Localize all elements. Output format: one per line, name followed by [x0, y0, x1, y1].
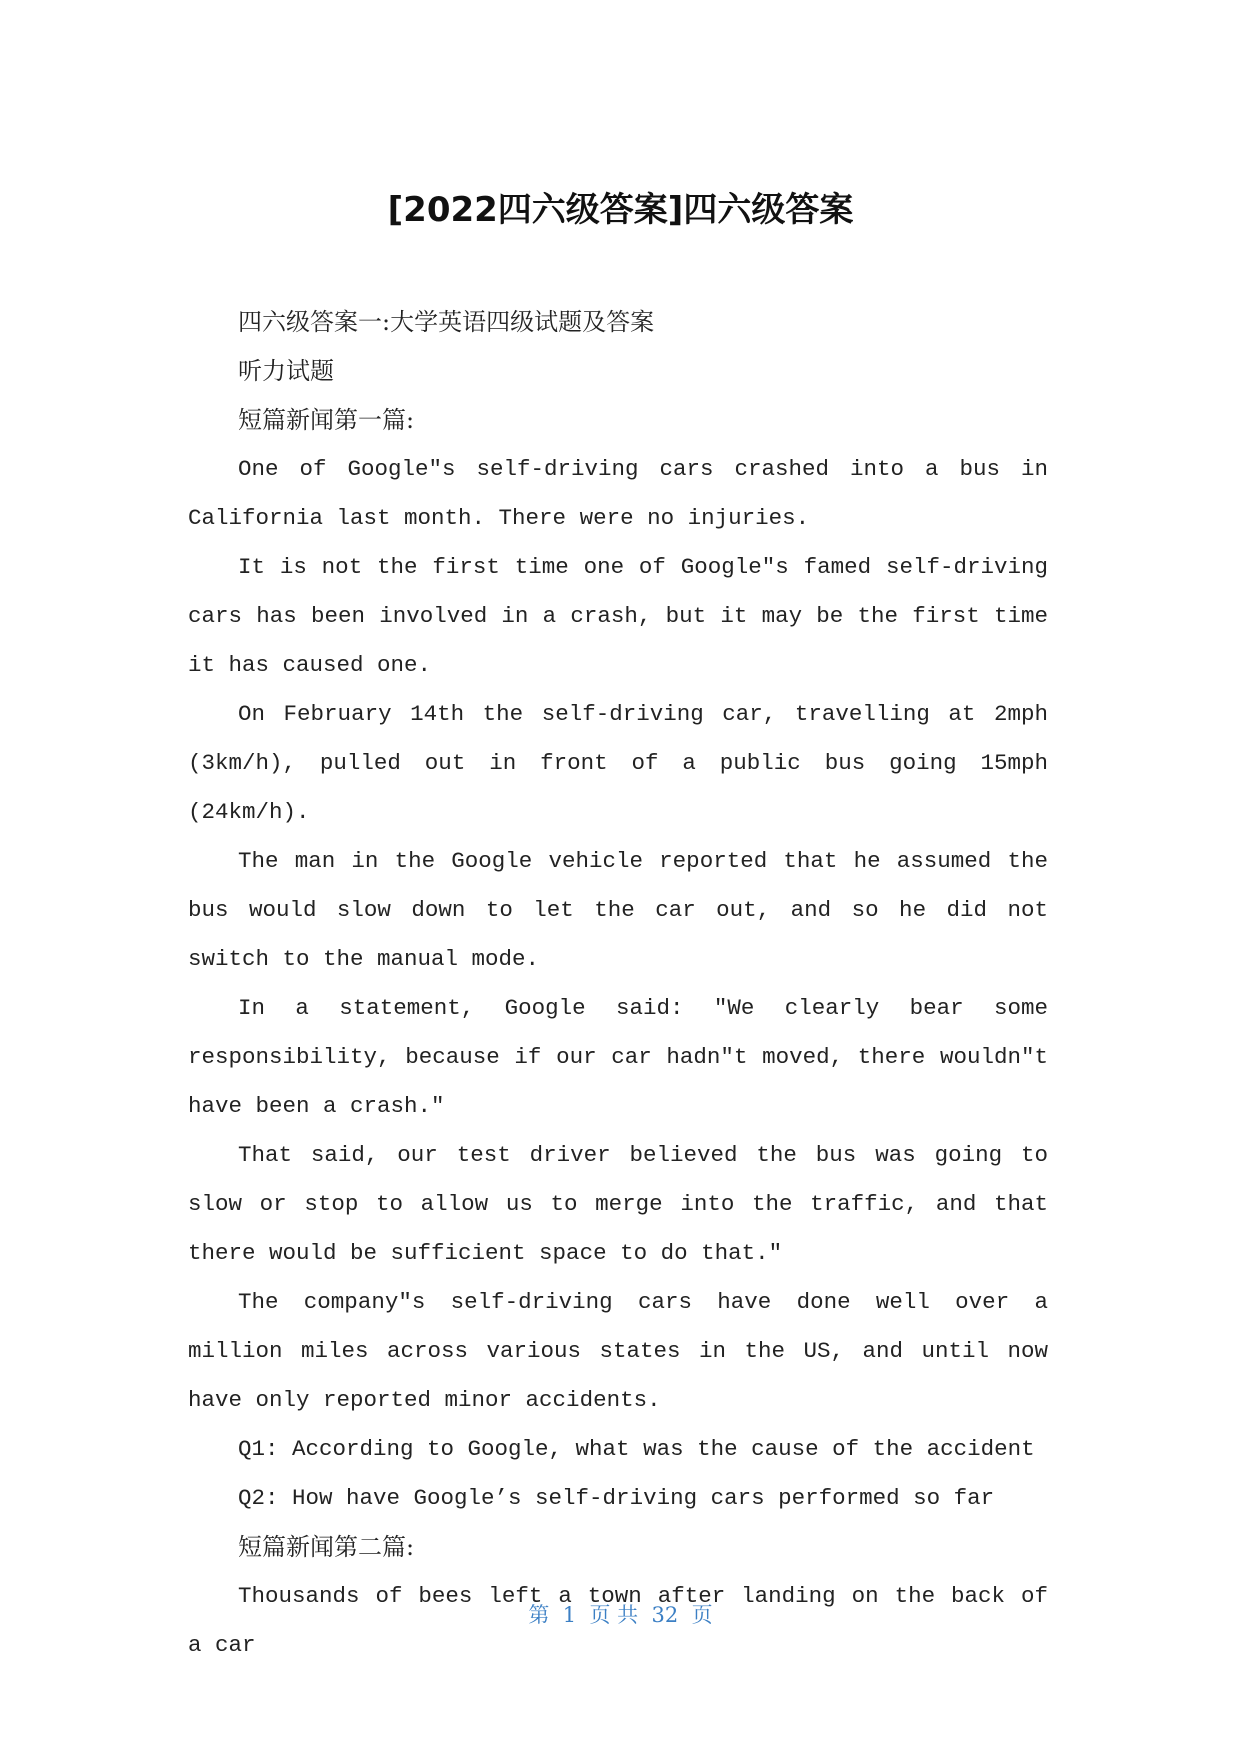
- document-title: [2022四六级答案]四六级答案: [387, 190, 854, 230]
- paragraph: 短篇新闻第一篇:: [238, 406, 415, 434]
- paragraph: Thousands of bees left a town after landing on the back of a car: [188, 1583, 1048, 1658]
- page-number-footer: 第 1 页 共 32 页: [528, 1603, 713, 1627]
- paragraph: 听力试题: [238, 357, 334, 385]
- paragraph: One of Google″s self-driving cars crashed into a bus in California last month. There were no injuries.: [188, 456, 1048, 531]
- paragraph: In a statement, Google said: ″We clearly bear some responsibility, because if our car hadn″t moved, there wouldn″t have been a crash.″: [188, 995, 1048, 1119]
- paragraph: 四六级答案一:大学英语四级试题及答案: [238, 308, 655, 336]
- paragraph: On February 14th the self-driving car, travelling at 2mph (3km/h), pulled out in front of a public bus going 15mph (24km/h).: [188, 701, 1048, 825]
- paragraph: The company″s self-driving cars have done well over a million miles across various states in the US, and until now have only reported minor accidents.: [188, 1289, 1048, 1413]
- document-body: [188, 298, 1048, 1670]
- paragraph: 短篇新闻第二篇:: [238, 1533, 415, 1561]
- paragraph: It is not the first time one of Google″s famed self-driving cars has been involved in a crash, but it may be the first time it has caused one.: [188, 554, 1048, 678]
- question-line: Q2: How have Google’s self-driving cars performed so far: [238, 1485, 995, 1511]
- question-line: Q1: According to Google, what was the cause of the accident: [238, 1436, 1035, 1462]
- paragraph: The man in the Google vehicle reported that he assumed the bus would slow down to let the car out, and so he did not switch to the manual mode.: [188, 848, 1048, 972]
- paragraph: That said, our test driver believed the bus was going to slow or stop to allow us to merge into the traffic, and that there would be sufficient space to do that.″: [188, 1142, 1048, 1266]
